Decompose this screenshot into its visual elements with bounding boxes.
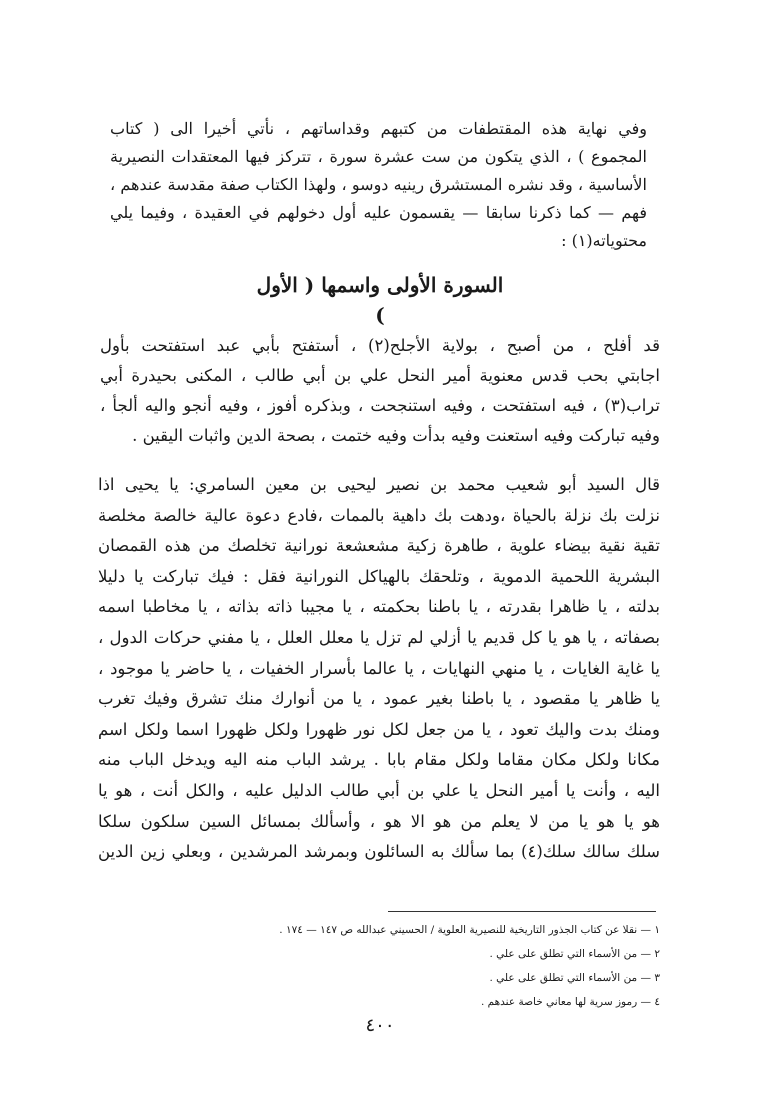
text-line: وفيه تباركت وفيه استعنت وفيه بدأت وفيه ختمت ، بصحة الدين واثبات اليقين . [132,426,660,445]
text-line: ومنك بدت واليك تعود ، يا من جعل لكل نور ظهورا ولكل ظهورا اسما ولكل اسم [98,719,660,739]
text-line: قد أفلح ، من أصبح ، بولاية الأجلح(٢) ، أستفتح بأبي عبد استفتحت بأول [100,336,660,355]
footnote: ٢ — من الأسماء التي تطلق على علي . [489,948,660,960]
text-line: محتوياته(١) : [561,231,647,250]
text-line: فهم — كما ذكرنا سابقا — يقسمون عليه أول دخولهم في العقيدة ، وفيما يلي [110,203,647,222]
text-line: البشرية اللحمية الدموية ، وتلحقك بالهياكل النورانية فقل : فيك تباركت يا دليلا [98,566,660,586]
text-line: المجموع ) ، الذي يتكون من ست عشرة سورة ، تتركز فيها المعتقدات النصيرية [110,147,647,166]
footnote: ١ — نقلا عن كتاب الجذور التاريخية للنصيرية العلوية / الحسيني عبدالله ص ١٤٧ — ١٧٤ . [279,924,660,936]
text-line: يا ظاهر يا مقصود ، يا باطنا بغير عمود ، يا من أنوارك منك تشرق وفيك تغرب [98,689,660,709]
text-line: نزلت بك نزلة بالحياة ،ودهت بك داهية بالممات ،فادع دعوة عالية خالصة مخلصة [98,505,660,525]
text-line: بدلته ، يا ظاهرا بقدرته ، يا باطنا بحكمته ، يا مجيبا ذاته بذاته ، يا مخاطبا اسمه [98,597,660,617]
text-line: وفي نهاية هذه المقتطفات من كتبهم وقداساتهم ، نأتي أخيرا الى ( كتاب [110,119,647,138]
text-line: تراب(٣) ، فيه استفتحت ، وفيه استنجحت ، وبذكره أفوز ، وفيه أنجو واليه ألجأ ، [100,396,660,415]
page-number: ٤٠٠ [365,1015,395,1036]
text-line: اليه ، وأنت يا أمير النحل يا علي بن أبي طالب الدليل عليه ، والكل أنت ، هو يا [98,780,660,800]
footnote-divider [388,911,656,912]
text-line: يا غاية الغايات ، يا منهي النهايات ، يا عالما بأسرار الخفيات ، يا حاضر يا موجود ، [98,658,660,678]
text-line: هو يا هو يا من لا يعلم من هو الا هو ، وأسألك بمسائل السين سلكون سلكا [98,811,660,831]
paragraph-main [98,470,660,868]
footnotes [260,918,660,1014]
footnote: ٣ — من الأسماء التي تطلق على علي . [489,972,660,984]
text-line: سلك سالك سلك(٤) بما سألك به السائلون وبمرشد المرشدين ، وبعلي زين الدين [98,842,660,862]
paragraph-intro [110,115,647,255]
text-line: تقية نقية بيضاء علوية ، طاهرة زكية مشعشعة نورانية تخلصك من هذه القمصان [98,536,660,556]
text-line: اجابتي بحب قدس معنوية أمير النحل علي بن أبي طالب ، المكنى بحيدرة أبي [100,366,660,385]
paragraph-opening [100,331,660,451]
text-line: مكانا ولكل مكان مقاما ولكل مقام بابا . يرشد الباب منه اليه ويدخل الباب منه [98,750,660,770]
footnote: ٤ — رموز سرية لها معاني خاصة عندهم . [480,996,660,1008]
text-line: الأساسية ، وقد نشره المستشرق رينيه دوسو ، ولهذا الكتاب صفة مقدسة عندهم ، [110,175,647,194]
text-line: قال السيد أبو شعيب محمد بن نصير ليحيى بن معين السامري: يا يحيى اذا [98,475,660,494]
section-heading: السورة الأولى واسمها ( الأول ) [256,273,504,327]
text-line: بصفاته ، يا هو يا كل قديم يا أزلي لم تزل يا معلل العلل ، يا مفني حركات الدول ، [98,627,660,647]
